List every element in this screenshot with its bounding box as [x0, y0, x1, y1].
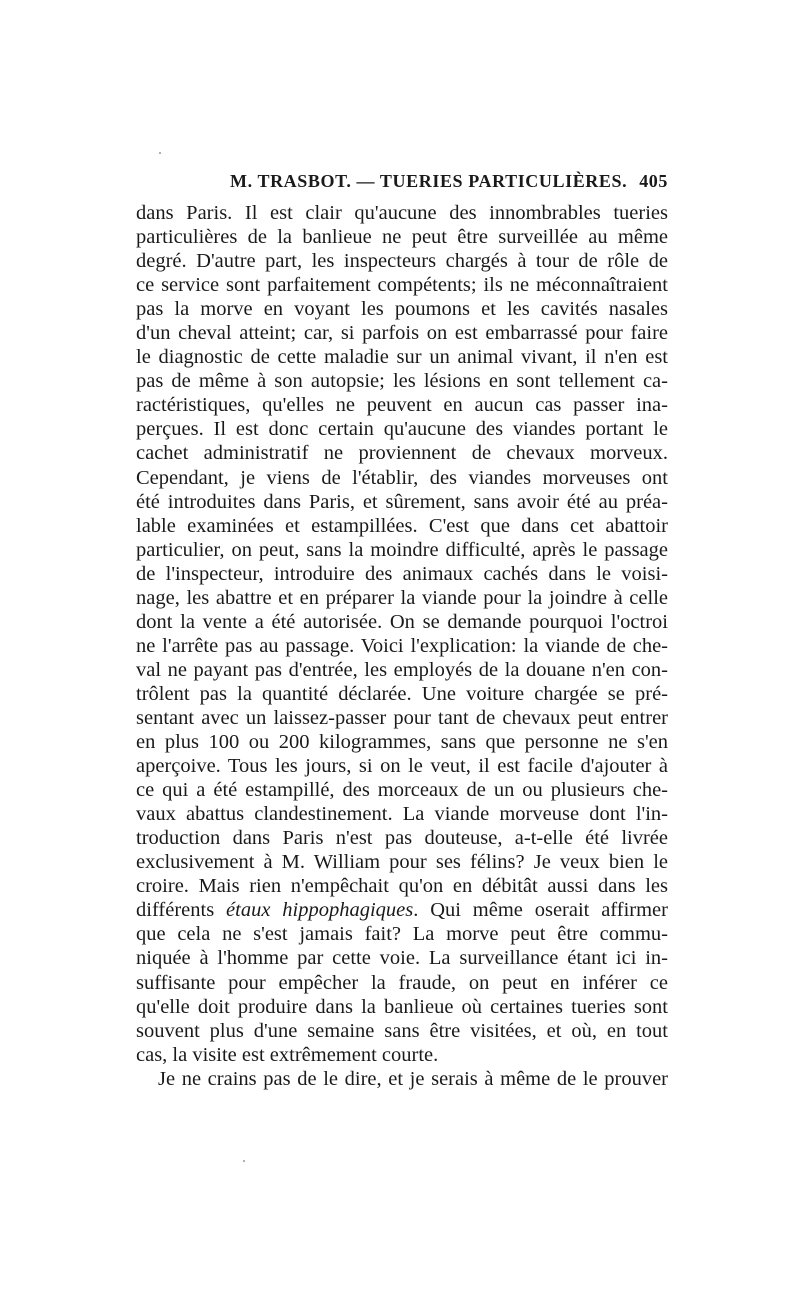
running-title: M. TRASBOT. — TUERIES PARTICULIÈRES. — [230, 171, 628, 191]
text-line: perçues. Il est donc certain qu'aucune des viandes portant le — [136, 418, 668, 441]
text-line-with-italic — [136, 898, 668, 922]
body-text — [136, 201, 668, 1091]
text-line: ce qui a été estampillé, des morceaux de un ou plusieurs che- — [136, 779, 668, 802]
text-line: le diagnostic de cette maladie sur un animal vivant, il n'en est — [136, 346, 668, 369]
text-line: ractéristiques, qu'elles ne peuvent en aucun cas passer ina- — [136, 394, 668, 417]
paper-speck — [159, 152, 161, 154]
italic-phrase: étaux hippophagiques — [226, 899, 414, 922]
text-line: troduction dans Paris n'est pas douteuse, a-t-elle été livrée — [136, 827, 668, 850]
text-line: exclusivement à M. William pour ses félins? Je veux bien le — [136, 851, 668, 874]
text-line: niquée à l'homme par cette voie. La surveillance étant ici in- — [136, 947, 668, 970]
text-line: de l'inspecteur, introduire des animaux cachés dans le voisi- — [136, 562, 668, 585]
text-line: en plus 100 ou 200 kilogrammes, sans que personne ne s'en — [136, 731, 668, 754]
text-line: particulier, on peut, sans la moindre difficulté, après le passage — [136, 538, 668, 561]
text-line: nage, les abattre et en préparer la viande pour la joindre à celle — [136, 586, 668, 609]
paragraph-end-line: cas, la visite est extrêmement courte. — [136, 1043, 439, 1066]
text-segment: . Qui même oserait affirmer — [413, 899, 668, 922]
page-number: 405 — [639, 171, 668, 191]
text-line: particulières de la banlieue ne peut être surveillée au même — [136, 226, 668, 249]
text-line: souvent plus d'une semaine sans être visitées, et où, en tout — [136, 1019, 668, 1042]
text-segment: différents — [136, 899, 215, 922]
text-line: d'un cheval atteint; car, si parfois on est embarrassé pour faire — [136, 322, 668, 345]
text-line: Cependant, je viens de l'établir, des viandes morveuses ont — [136, 466, 668, 489]
text-line: degré. D'autre part, les inspecteurs chargés à tour de rôle de — [136, 250, 668, 273]
text-line: trôlent pas la quantité déclarée. Une voiture chargée se pré- — [136, 682, 668, 705]
text-line: vaux abattus clandestinement. La viande morveuse dont l'in- — [136, 803, 668, 826]
running-header — [136, 163, 668, 197]
text-line: val ne payant pas d'entrée, les employés de la douane n'en con- — [136, 658, 668, 681]
text-line: pas la morve en voyant les poumons et les cavités nasales — [136, 298, 668, 321]
text-line: croire. Mais rien n'empêchait qu'on en débitât aussi dans les — [136, 875, 668, 898]
text-line: qu'elle doit produire dans la banlieue où certaines tueries sont — [136, 995, 668, 1018]
text-line: ne l'arrête pas au passage. Voici l'explication: la viande de che- — [136, 634, 668, 657]
paragraph-start-line: Je ne crains pas de le dire, et je serais à même de le prouver — [158, 1067, 668, 1090]
text-line: aperçoive. Tous les jours, si on le veut, il est facile d'ajouter à — [136, 755, 668, 778]
text-line: dont la vente a été autorisée. On se demande pourquoi l'octroi — [136, 610, 668, 633]
text-line: lable examinées et estampillées. C'est que dans cet abattoir — [136, 514, 668, 537]
paper-speck — [243, 1160, 245, 1162]
text-line: été introduites dans Paris, et sûrement, sans avoir été au préa- — [136, 490, 668, 513]
text-line: cachet administratif ne proviennent de chevaux morveux. — [136, 442, 668, 465]
text-line: que cela ne s'est jamais fait? La morve peut être commu- — [136, 923, 668, 946]
text-line: ce service sont parfaitement compétents; ils ne méconnaîtraient — [136, 274, 668, 297]
text-line: sentant avec un laissez-passer pour tant de chevaux peut entrer — [136, 706, 668, 729]
text-line: suffisante pour empêcher la fraude, on peut en inférer ce — [136, 971, 668, 994]
text-line: dans Paris. Il est clair qu'aucune des innombrables tueries — [136, 202, 668, 224]
text-line: pas de même à son autopsie; les lésions en sont tellement ca- — [136, 370, 668, 393]
